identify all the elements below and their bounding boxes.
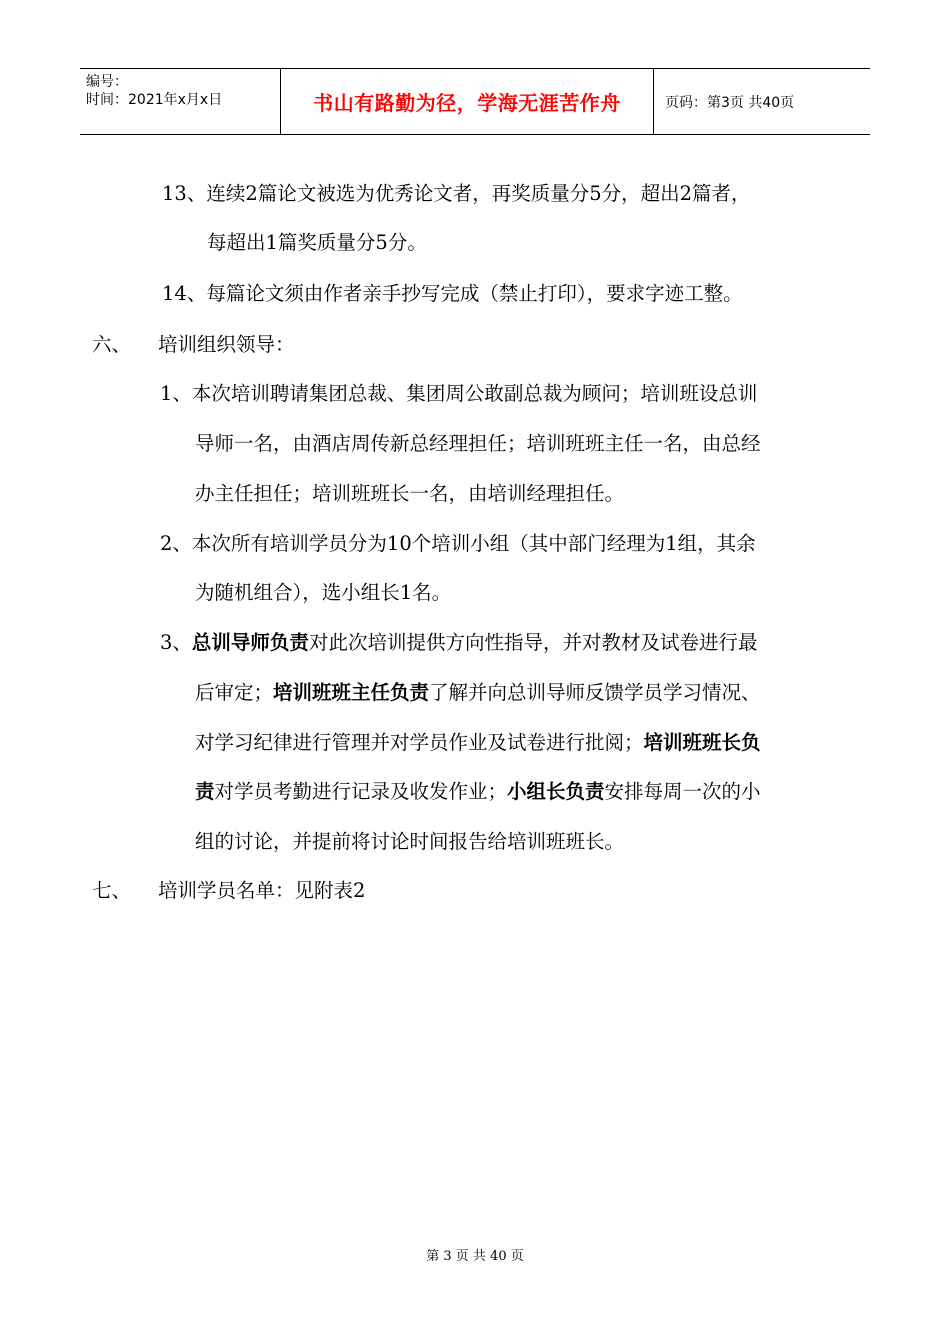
line-text: 后审定； [195, 681, 274, 704]
header-page-number: 页码：第3页 共40页 [665, 94, 795, 111]
paragraph-line: 组的讨论，并提前将讨论时间报告给培训班班长。 [195, 830, 625, 853]
line-text: 了解并向总训导师反馈学员学习情况、 [429, 681, 761, 704]
bold-term: 责 [195, 780, 215, 803]
page-footer: 第 3 页 共 40 页 [426, 1249, 524, 1264]
bold-term: 培训班班长负 [643, 731, 761, 754]
bold-term: 总训导师负责 [191, 631, 309, 654]
section-number: 六、 [92, 333, 132, 356]
paragraph-line [195, 729, 761, 757]
header-motto: 书山有路勤为径，学海无涯苦作舟 [281, 69, 654, 134]
line-text: 对此次培训提供方向性指导，并对教材及试卷进行最 [308, 631, 758, 654]
section-title: 培训学员名单：见附表2 [158, 879, 366, 902]
paragraph-line: 为随机组合），选小组长1名。 [195, 581, 452, 604]
paragraph-line [160, 629, 757, 657]
section-title: 培训组织领导： [158, 333, 295, 356]
header-meta [80, 69, 281, 134]
paragraph-line: 2、本次所有培训学员分为10个培训小组（其中部门经理为1组，其余 [160, 532, 756, 555]
line-text: 对学员考勤进行记录及收发作业； [214, 780, 508, 803]
paragraph-line: 1、本次培训聘请集团总裁、集团周公敢副总裁为顾问；培训班设总训 [160, 382, 758, 405]
bold-term: 培训班班主任负责 [273, 681, 430, 704]
paragraph-line: 13、连续2篇论文被选为优秀论文者，再奖质量分5分，超出2篇者， [162, 182, 751, 205]
line-text: 对学习纪律进行管理并对学员作业及试卷进行批阅； [195, 731, 644, 754]
document-date: 时间：2021年x月x日 [86, 92, 223, 108]
paragraph-line: 每超出1篇奖质量分5分。 [207, 231, 427, 254]
section-number: 七、 [92, 879, 132, 902]
item-number: 3、 [160, 631, 192, 654]
paragraph-line: 办主任担任；培训班班长一名，由培训经理担任。 [195, 482, 625, 505]
line-text: 安排每周一次的小 [604, 780, 761, 803]
paragraph-line: 14、每篇论文须由作者亲手抄写完成（禁止打印），要求字迹工整。 [162, 282, 743, 305]
document-number: 编号： [86, 74, 128, 90]
paragraph-line [195, 679, 761, 707]
page-header [80, 68, 870, 135]
bold-term: 小组长负责 [507, 780, 605, 803]
paragraph-line [195, 778, 761, 806]
paragraph-line: 导师一名，由酒店周传新总经理担任；培训班班主任一名，由总经 [195, 432, 761, 455]
